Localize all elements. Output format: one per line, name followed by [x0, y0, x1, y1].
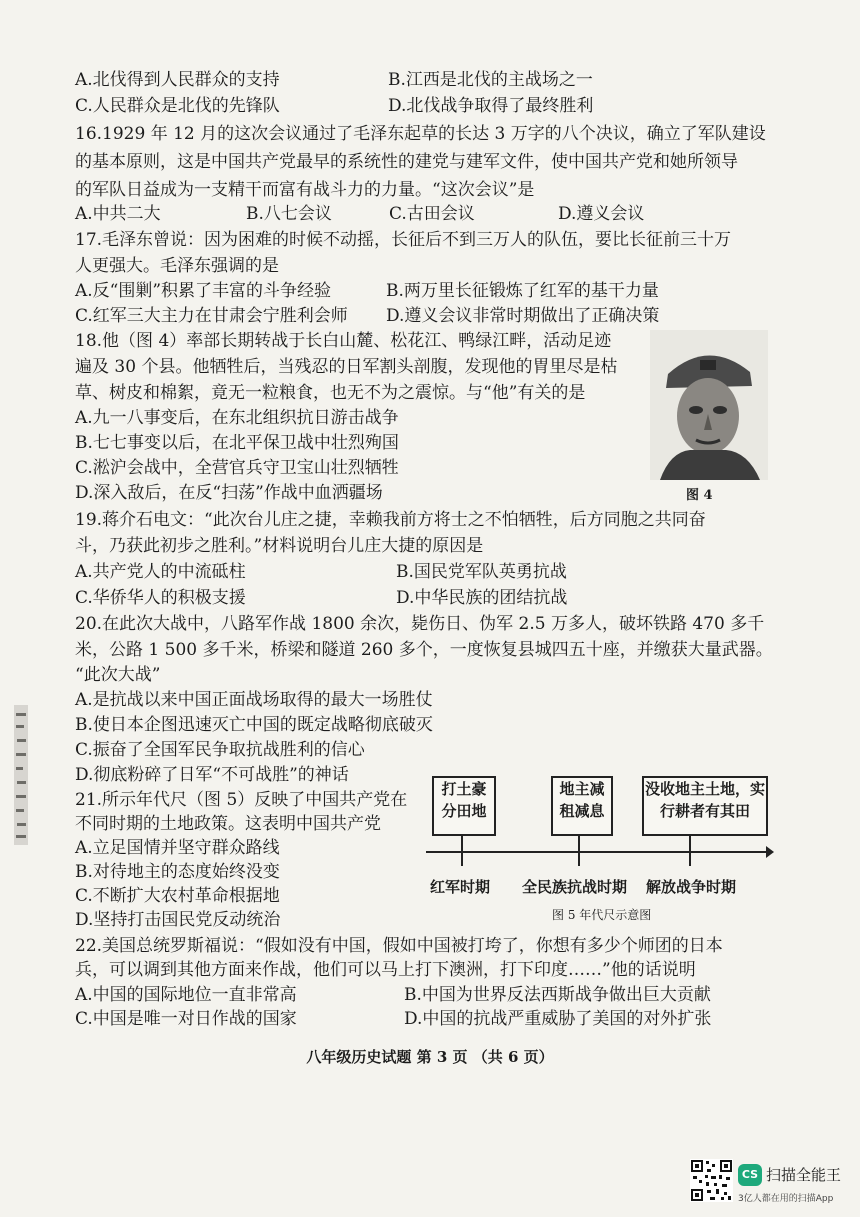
- q21-option-a: A.立足国情并坚守群众路线: [75, 838, 280, 858]
- box-text: 行耕者有其田: [659, 802, 750, 820]
- q18-option-d: D.深入敌后，在反“扫荡”作战中血洒疆场: [75, 483, 383, 503]
- figure-5-caption: 图 5 年代尺示意图: [552, 908, 652, 922]
- q17-option-b: B.两万里长征锻炼了红军的基干力量: [386, 281, 659, 301]
- q22-option-c: C.中国是唯一对日作战的国家: [75, 1009, 297, 1029]
- q18-stem-line: 遍及 30 个县。他牺牲后，当残忍的日军割头剖腹，发现他的胃里尽是枯: [75, 357, 618, 377]
- period-label: 解放战争时期: [646, 878, 737, 896]
- box-text: 租减息: [559, 802, 605, 820]
- q20-option-d: D.彻底粉碎了日军“不可战胜”的神话: [75, 765, 349, 785]
- q20-stem-line: 20.在此次大战中，八路军作战 1800 余次，毙伤日、伪军 2.5 万多人，破坏铁路 470 多千: [75, 614, 765, 634]
- timeline-box-war-of-resistance: [551, 776, 613, 836]
- q21-stem-line: 不同时期的土地政策。这表明中国共产党: [75, 814, 381, 834]
- q20-stem-line: “此次大战”: [75, 665, 161, 685]
- q16-option-d: D.遵义会议: [558, 204, 645, 224]
- q16-option-c: C.古田会议: [389, 204, 475, 224]
- q15-option-d: D.北伐战争取得了最终胜利: [388, 96, 594, 116]
- q15-option-a: A.北伐得到人民群众的支持: [75, 70, 280, 90]
- q20-stem-line: 米，公路 1 500 多千米，桥梁和隧道 260 多个，一度恢复县城四五十座，并缴获大量武器。: [75, 640, 773, 660]
- q19-option-b: B.国民党军队英勇抗战: [396, 562, 567, 582]
- q19-option-d: D.中华民族的团结抗战: [396, 588, 568, 608]
- camscanner-name: 扫描全能王: [766, 1166, 842, 1184]
- q19-option-c: C.华侨华人的积极支援: [75, 588, 246, 608]
- q21-stem-line: 21.所示年代尺（图 5）反映了中国共产党在: [75, 790, 408, 810]
- q17-option-d: D.遵义会议非常时期做出了正确决策: [386, 306, 660, 326]
- q16-option-a: A.中共二大: [75, 204, 161, 224]
- q22-option-b: B.中国为世界反法西斯战争做出巨大贡献: [404, 985, 711, 1005]
- camscanner-logo: CS: [738, 1164, 762, 1186]
- q15-option-c: C.人民群众是北伐的先锋队: [75, 96, 280, 116]
- portrait-photo: [650, 330, 768, 480]
- period-label: 全民族抗战时期: [522, 878, 628, 896]
- period-label: 红军时期: [430, 878, 491, 896]
- q17-stem-line: 17.毛泽东曾说：因为困难的时候不动摇，长征后不到三万人的队伍，要比长征前三十万: [75, 230, 732, 250]
- q16-stem-line: 的基本原则，这是中国共产党最早的系统性的建党与建军文件，使中国共产党和她所领导: [75, 152, 738, 172]
- q21-option-c: C.不断扩大农村革命根据地: [75, 886, 280, 906]
- q21-option-b: B.对待地主的态度始终没变: [75, 862, 280, 882]
- q22-stem-line: 兵，可以调到其他方面来作战，他们可以马上打下澳洲，打下印度……”他的话说明: [75, 960, 696, 980]
- q16-option-b: B.八七会议: [246, 204, 332, 224]
- q16-stem-line: 的军队日益成为一支精干而富有战斗力的力量。“这次会议”是: [75, 180, 535, 200]
- q17-option-a: A.反“围剿”积累了丰富的斗争经验: [75, 281, 332, 301]
- qr-code-icon: [690, 1159, 733, 1202]
- box-text: 地主减: [559, 780, 605, 798]
- q20-option-a: A.是抗战以来中国正面战场取得的最大一场胜仗: [75, 690, 433, 710]
- box-text: 没收地主土地，实: [644, 780, 765, 798]
- timeline-box-liberation-war: [642, 776, 768, 836]
- q22-option-d: D.中国的抗战严重威胁了美国的对外扩张: [404, 1009, 712, 1029]
- q21-option-d: D.坚持打击国民党反动统治: [75, 910, 281, 930]
- figure-4-label: 图 4: [686, 488, 713, 503]
- q17-stem-line: 人更强大。毛泽东强调的是: [75, 256, 279, 276]
- page-footer: 八年级历史试题 第 3 页 （共 6 页）: [306, 1048, 554, 1066]
- land-policy-timeline: [420, 770, 775, 920]
- camscanner-tagline: 3亿人都在用的扫描App: [738, 1194, 834, 1204]
- q22-option-a: A.中国的国际地位一直非常高: [75, 985, 297, 1005]
- q20-option-c: C.振奋了全国军民争取抗战胜利的信心: [75, 740, 365, 760]
- q19-stem-line: 19.蒋介石电文：“此次台儿庄之捷，幸赖我前方将士之不怕牺牲，后方同胞之共同奋: [75, 510, 706, 530]
- q16-stem-line: 16.1929 年 12 月的这次会议通过了毛泽东起草的长达 3 万字的八个决议，确立了军队建设: [75, 124, 766, 144]
- q19-option-a: A.共产党人的中流砥柱: [75, 562, 246, 582]
- box-text: 打土豪: [441, 780, 487, 798]
- timeline-box-red-army: [432, 776, 496, 836]
- box-text: 分田地: [441, 802, 487, 820]
- q18-option-b: B.七七事变以后，在北平保卫战中壮烈殉国: [75, 433, 399, 453]
- q17-option-c: C.红军三大主力在甘肃会宁胜利会师: [75, 306, 348, 326]
- q19-stem-line: 斗，乃获此初步之胜利。”材料说明台儿庄大捷的原因是: [75, 536, 484, 556]
- binding-stamp-decoration: [12, 705, 30, 845]
- q15-option-b: B.江西是北伐的主战场之一: [388, 70, 593, 90]
- q18-option-a: A.九一八事变后，在东北组织抗日游击战争: [75, 408, 399, 428]
- q18-stem-line: 草、树皮和棉絮，竟无一粒粮食，也无不为之震惊。与“他”有关的是: [75, 383, 586, 403]
- q22-stem-line: 22.美国总统罗斯福说：“假如没有中国，假如中国被打垮了，你想有多少个师团的日本: [75, 936, 723, 956]
- q18-stem-line: 18.他（图 4）率部长期转战于长白山麓、松花江、鸭绿江畔，活动足迹: [75, 331, 612, 351]
- q18-option-c: C.淞沪会战中，全营官兵守卫宝山壮烈牺牲: [75, 458, 399, 478]
- q20-option-b: B.使日本企图迅速灭亡中国的既定战略彻底破灭: [75, 715, 433, 735]
